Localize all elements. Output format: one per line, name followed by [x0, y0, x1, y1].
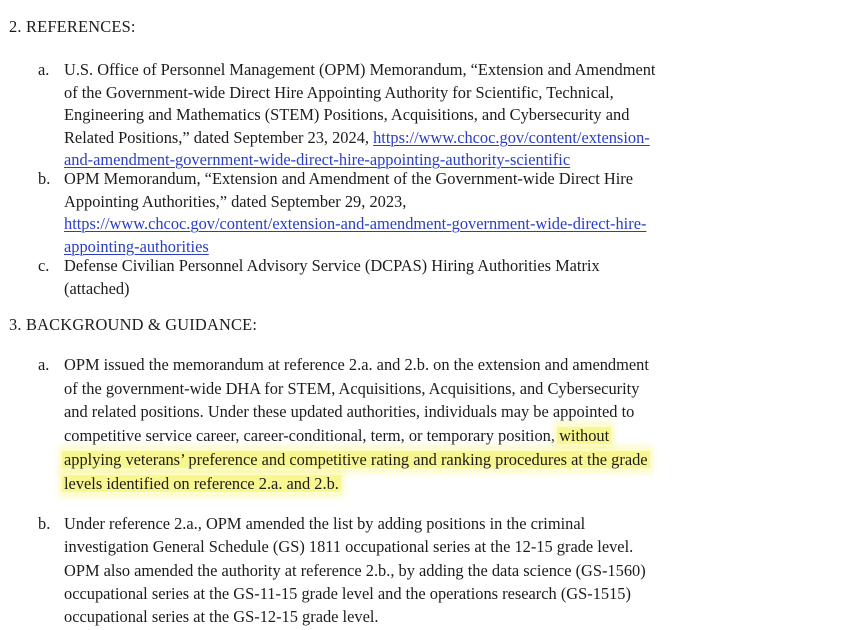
list-marker: c. — [38, 256, 50, 275]
text-line: OPM also amended the authority at reference 2.b., by adding the data science (GS-1560) — [64, 560, 646, 580]
text-line: occupational series at the GS-11-15 grade level and the operations research (GS-1515) — [64, 583, 631, 603]
text-line: Engineering and Mathematics (STEM) Positions, Acquisitions, and Cybersecurity and — [64, 105, 630, 124]
list-marker: a. — [38, 60, 50, 79]
section-heading-references: 2. REFERENCES: — [9, 17, 136, 36]
list-marker: b. — [38, 169, 51, 188]
text-line: OPM issued the memorandum at reference 2.a. and 2.b. on the extension and amendment — [64, 355, 649, 374]
reference-item-c — [38, 255, 758, 300]
background-text — [64, 512, 758, 628]
background-item-a — [38, 353, 758, 495]
text-line: OPM Memorandum, “Extension and Amendment of the Government-wide Direct Hire — [64, 169, 633, 188]
background-item-b — [38, 512, 758, 628]
reference-item-a — [38, 59, 758, 172]
reference-text — [64, 255, 758, 300]
reference-link[interactable]: https://www.chcoc.gov/content/extension- — [373, 127, 650, 147]
reference-link[interactable]: https://www.chcoc.gov/content/extension-and-amendment-government-wide-direct-hire- — [64, 214, 647, 233]
text-line: investigation General Schedule (GS) 1811 occupational series at the 12-15 grade level. — [64, 537, 634, 557]
text-line: Under reference 2.a., OPM amended the list by adding positions in the criminal — [64, 514, 586, 533]
reference-link-continued[interactable]: and-amendment-government-wide-direct-hire-appointing-authority-scientific — [64, 150, 571, 169]
text-line: Appointing Authorities,” dated September 29, 2023, — [64, 191, 407, 211]
text-line — [64, 472, 758, 496]
section-heading-background: 3. BACKGROUND & GUIDANCE: — [9, 315, 258, 334]
text-line — [64, 127, 758, 150]
list-marker: b. — [38, 514, 51, 533]
text-line — [64, 424, 758, 448]
reference-text — [64, 59, 758, 172]
reference-text — [64, 168, 758, 258]
text-line: U.S. Office of Personnel Management (OPM) Memorandum, “Extension and Amendment — [64, 60, 656, 79]
text-line — [64, 213, 758, 236]
text-line: occupational series at the GS-12-15 grade level. — [64, 607, 379, 627]
text-line: (attached) — [64, 278, 130, 298]
highlighted-text: applying veterans’ preference and competitive rating and ranking procedures at the grade — [64, 449, 648, 469]
reference-item-b — [38, 168, 758, 258]
text-segment: Related Positions,” dated September 23, 2024, — [64, 127, 369, 147]
highlighted-text: without — [559, 426, 610, 446]
text-line: and related positions. Under these updated authorities, individuals may be appointed to — [64, 402, 635, 422]
text-line: Defense Civilian Personnel Advisory Service (DCPAS) Hiring Authorities Matrix — [64, 256, 600, 275]
reference-link-continued[interactable]: appointing-authorities — [64, 236, 209, 256]
text-line — [64, 448, 758, 472]
text-line: of the Government-wide Direct Hire Appointing Authority for Scientific, Technical, — [64, 82, 614, 102]
background-text — [64, 353, 758, 495]
highlighted-text: levels identified on reference 2.a. and 2.b. — [64, 473, 339, 493]
list-marker: a. — [38, 355, 50, 374]
text-line: of the government-wide DHA for STEM, Acquisitions, Acquisitions, and Cybersecurity — [64, 378, 640, 398]
text-segment: competitive service career, career-conditional, term, or temporary position, — [64, 426, 555, 446]
